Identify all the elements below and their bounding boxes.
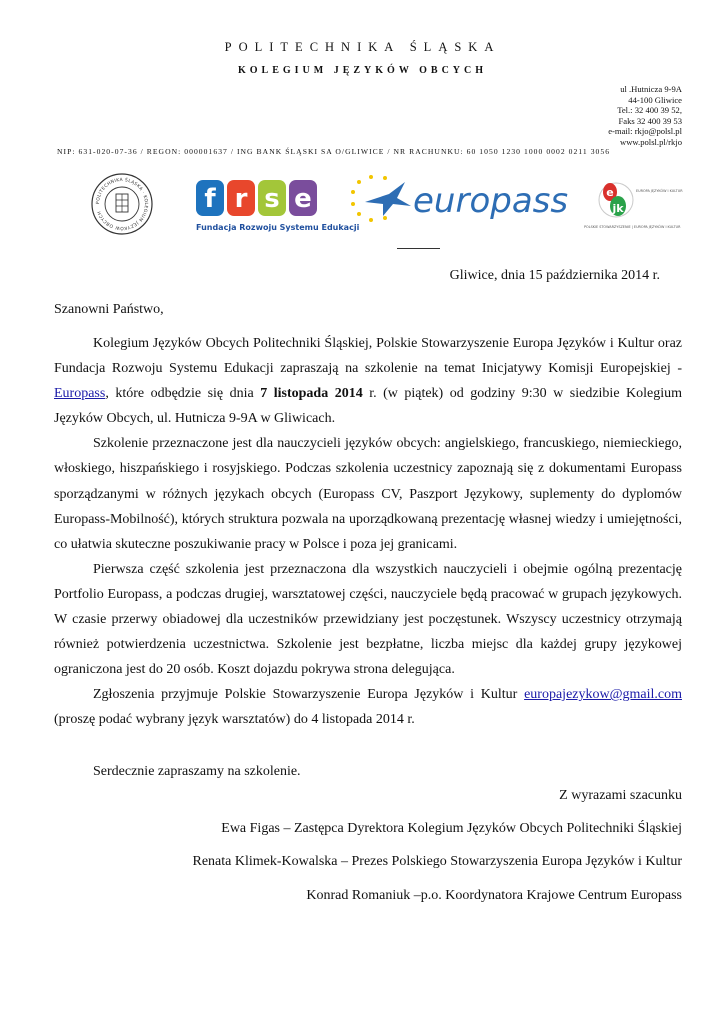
letter-date: Gliwice, dnia 15 października 2014 r. [449,268,660,283]
university-seal-logo [90,172,154,236]
pseji-logo-title: EUROPA JĘZYKÓW I KULTUR [636,189,683,193]
pseji-logo [578,172,688,234]
address-email: e-mail: rkjo@polsl.pl [608,126,682,137]
paragraph-registration: Zgłoszenia przyjmuje Polskie Stowarzyszenie Europa Języków i Kultur europajezykow@gmail.com (proszę podać wybrany język warsztatów) do 4 listopada 2014 r. [54,687,682,728]
signature-klimek-kowalska: Renata Klimek-Kowalska – Prezes Polskiego Stowarzyszenia Europa Języków i Kultur [192,854,682,869]
signature-figas: Ewa Figas – Zastępca Dyrektora Kolegium Języków Obcych Politechniki Śląskiej [221,821,682,836]
address-street: ul .Hutnicza 9-9A [620,84,682,94]
letter-body [54,331,682,733]
frse-caption: Fundacja Rozwoju Systemu Edukacji [196,223,360,232]
closing-line: Serdecznie zapraszamy na szkolenie. [93,764,301,779]
frse-letter-e: e [294,184,312,214]
registration-email-link[interactable]: europajezykow@gmail.com [524,687,682,703]
pseji-caption: POLSKIE STOWARZYSZENIE | EUROPA JĘZYKÓW I KULTUR [584,225,681,229]
europass-logo [345,172,569,230]
regards-line: Z wyrazami szacunku [559,788,682,803]
address-fax: Faks 32 400 39 53 [618,115,682,126]
europass-wordmark: europass [413,181,569,221]
seal-ring-text: POLITECHNIKA ŚLĄSKA · KOLEGIUM JĘZYKÓW OBCYCH [95,177,149,231]
paragraph-program: Pierwsza część szkolenia jest przeznaczona dla wszystkich nauczycieli i obejmie ogólną prezentację Portfolio Europass, a podczas drugiej, warsztatowej części, nauczyciele będą pracować w grupach językowych. W czasie przerwy obiadowej dla uczestników przewidziany jest poczęstunek. Wszyscy uczestnicy otrzymają również potwierdzenia uczestnictwa. Szkolenie jest bezpłatne, liczba miejsc dla każdej grupy językowej ograniczona jest do 20 osób. Koszt dojazdu pokrywa strona delegująca. [54,561,682,678]
svg-text:jk: jk [612,202,624,215]
frse-letter-s: s [264,184,280,214]
letter-greeting: Szanowni Państwo, [54,302,164,317]
nip-bank-line: NIP: 631-020-07-36 / REGON: 000001637 / ING BANK ŚLĄSKI SA O/GLIWICE / NR RACHUNKU: 60 1050 1230 1000 0002 0211 3056 [57,147,611,156]
svg-text:e: e [606,186,614,199]
university-name: POLITECHNIKA ŚLĄSKA [224,40,501,54]
closing-wrap [54,759,682,784]
signature-romaniuk: Konrad Romaniuk –p.o. Koordynatora Krajowe Centrum Europass [306,888,682,903]
frse-letter-f: f [204,184,216,214]
address-city: 44-100 Gliwice [628,94,682,105]
address-block [608,84,682,148]
address-website: www.polsl.pl/rkjo [620,136,682,147]
paragraph-invitation: Kolegium Języków Obcych Politechniki Śląskiej, Polskie Stowarzyszenie Europa Języków i Kultur oraz Fundacja Rozwoju Systemu Edukacji zapraszają na szkolenie na temat Inicjatywy Komisji Europejskiej - Europass, które odbędzie się dnia 7 listopada 2014 r. (w piątek) od godziny 9:30 w siedzibie Kolegium Języków Obcych, ul. Hutnicza 9-9A w Gliwicach. [54,336,683,427]
header-separator [397,248,440,249]
paragraph-description: Szkolenie przeznaczone jest dla nauczycieli języków obcych: angielskiego, francuskiego, niemieckiego, włoskiego, hiszpańskiego i rosyjskiego. Podczas szkolenia uczestnicy zapoznają się z dokumentami Europass sporządzanymi w różnych językach obcych (Europass CV, Paszport Językowy, suplementy do dyplomów Europass-Mobilność), których struktura pozwala na uporządkowaną prezentację własnej wiedzy i umiejętności, co ułatwia skuteczne poszukiwanie pracy w Polsce i poza jej granicami. [54,436,682,552]
frse-logo [196,180,360,235]
college-name: KOLEGIUM JĘZYKÓW OBCYCH [237,65,488,76]
europass-figure-icon [365,182,411,216]
frse-letter-r: r [234,184,248,214]
training-date: 7 listopada 2014 [260,386,363,402]
address-phone: Tel.: 32 400 39 52, [617,105,682,116]
europass-link[interactable]: Europass [54,386,106,402]
